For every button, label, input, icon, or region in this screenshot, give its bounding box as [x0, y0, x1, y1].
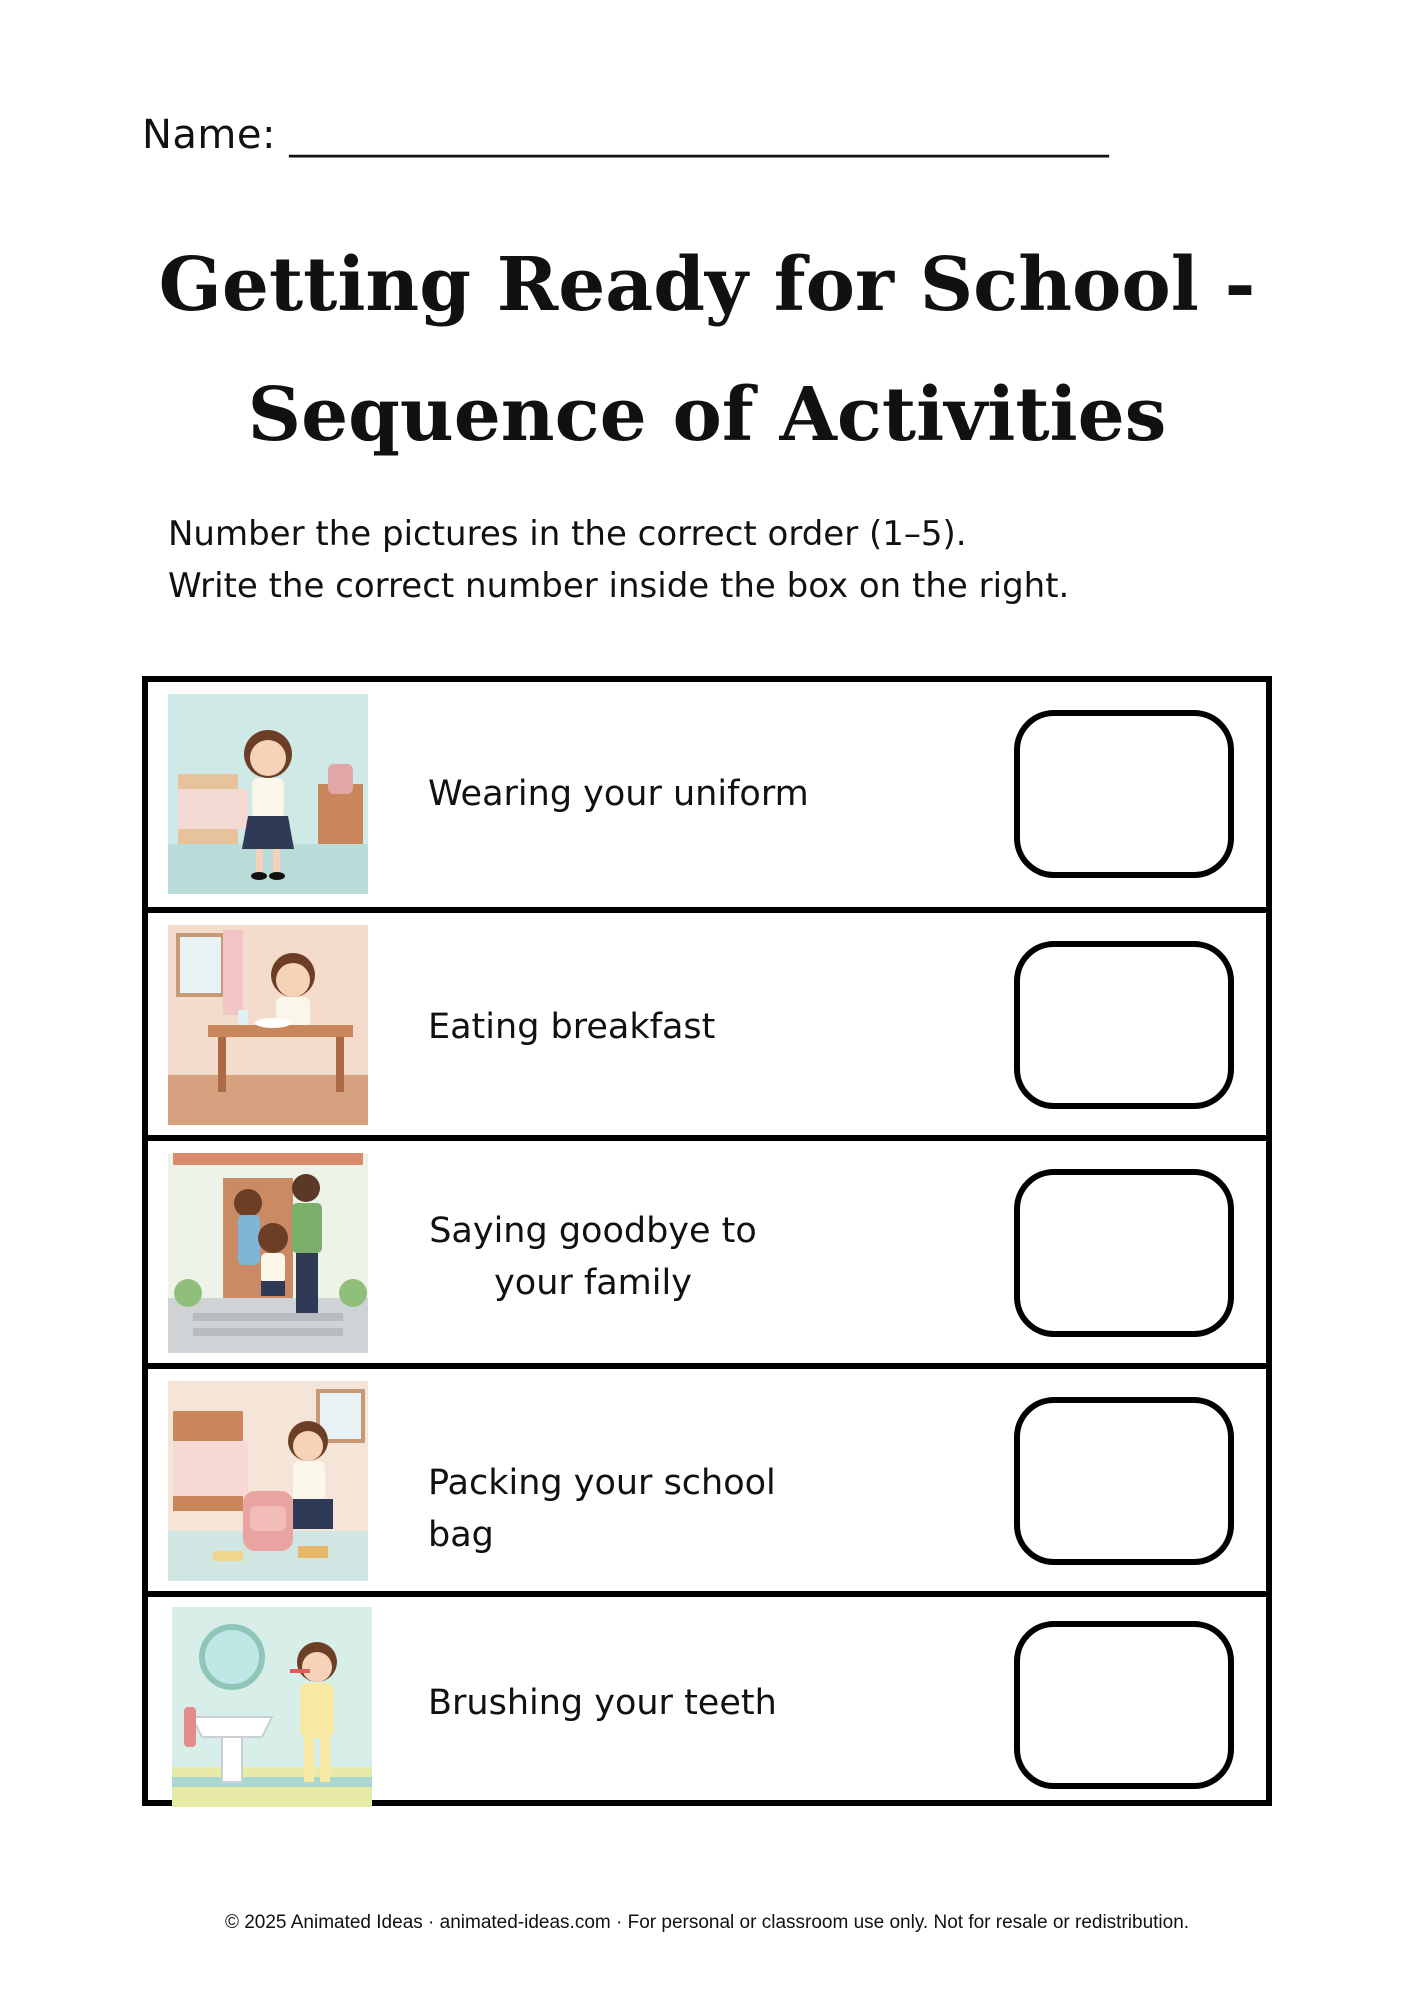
name-field-label[interactable]: Name: ________________________________________ [142, 112, 1110, 158]
copyright-footer: © 2025 Animated Ideas · animated-ideas.com · For personal or classroom use only. Not for resale or redistribution. [224, 1912, 1190, 1933]
girl-eating-breakfast-illustration [168, 925, 368, 1125]
activity-row [148, 1591, 1266, 1806]
girl-saying-goodbye-family-illustration [168, 1153, 368, 1353]
worksheet-title [0, 220, 1414, 480]
instruction-line-2: Write the correct number inside the box on the right. [168, 566, 1070, 606]
number-answer-box[interactable] [1014, 941, 1234, 1109]
activity-row [148, 682, 1266, 907]
instructions [168, 508, 1069, 612]
girl-brushing-teeth-illustration [172, 1607, 372, 1807]
activity-row [148, 1135, 1266, 1363]
instruction-line-1: Number the pictures in the correct order (1–5). [168, 514, 967, 554]
number-answer-box[interactable] [1014, 710, 1234, 878]
activity-label: Brushing your teeth [428, 1683, 777, 1723]
activity-label-line-1: Saying goodbye to [429, 1211, 757, 1251]
activity-label [428, 1205, 758, 1309]
number-answer-box[interactable] [1014, 1621, 1234, 1789]
title-line-1: Getting Ready for School - [158, 242, 1256, 328]
activity-table [142, 676, 1272, 1806]
girl-packing-school-bag-illustration [168, 1381, 368, 1581]
title-line-2: Sequence of Activities [247, 372, 1167, 458]
activity-label: Eating breakfast [428, 1007, 716, 1047]
number-answer-box[interactable] [1014, 1169, 1234, 1337]
number-answer-box[interactable] [1014, 1397, 1234, 1565]
activity-row [148, 907, 1266, 1135]
activity-label: Wearing your uniform [428, 774, 809, 814]
activity-label: Packing your school bag [428, 1463, 776, 1555]
activity-row [148, 1363, 1266, 1591]
activity-label-line-2: your family [494, 1263, 692, 1303]
girl-in-uniform-bedroom-illustration [168, 694, 368, 894]
